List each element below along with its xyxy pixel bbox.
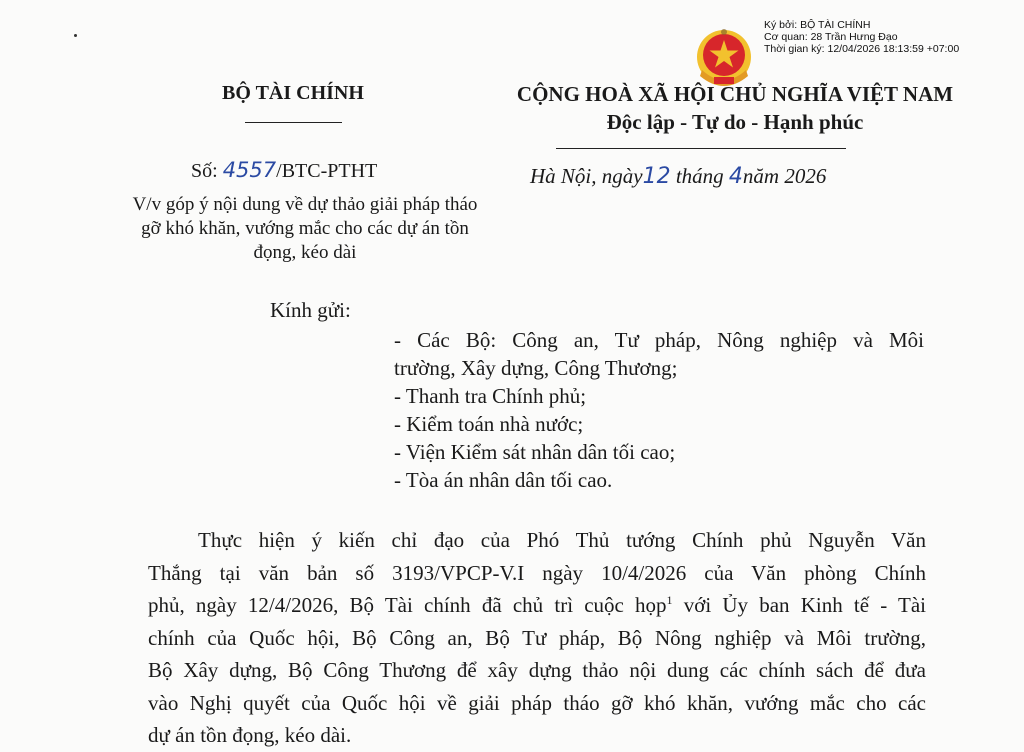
greeting-label: Kính gửi:	[270, 298, 351, 322]
ministry-name: BỘ TÀI CHÍNH	[222, 82, 364, 104]
body-line: chính của Quốc hội, Bộ Công an, Bộ Tư pháp, Bộ Nông nghiệp và Môi trường,	[148, 625, 926, 650]
body-line: dự án tồn đọng, kéo dài.	[148, 723, 352, 747]
body-line: Thực hiện ý kiến chỉ đạo của Phó Thủ tướng Chính phủ Nguyễn Văn	[198, 528, 926, 552]
date-day: 12	[642, 164, 671, 189]
national-motto: Độc lập - Tự do - Hạnh phúc	[606, 110, 864, 134]
recipient-item: - Kiểm toán nhà nước;	[394, 412, 584, 436]
body-line	[148, 589, 926, 622]
recipient-item: - Tòa án nhân dân tối cao.	[394, 468, 613, 492]
country-name: CỘNG HOÀ XÃ HỘI CHỦ NGHĨA VIỆT NAM	[516, 82, 954, 106]
number-handwritten: 4557	[222, 158, 277, 182]
issue-date	[530, 164, 826, 189]
number-suffix: /BTC-PTHT	[276, 160, 378, 182]
date-place: Hà Nội, ngày	[530, 164, 643, 188]
body-line: Bộ Xây dựng, Bộ Công Thương để xây dựng thảo nội dung các chính sách để đưa	[148, 658, 926, 682]
body-line: Thắng tại văn bản số 3193/VPCP-V.I ngày 10/4/2026 của Văn phòng Chính	[148, 560, 926, 585]
recipient-item: - Thanh tra Chính phủ;	[394, 384, 587, 408]
number-prefix: Số:	[191, 160, 218, 182]
footnote-mark: 1	[666, 593, 673, 607]
recipient-item: trường, Xây dựng, Công Thương;	[394, 356, 678, 380]
recipient-item: - Các Bộ: Công an, Tư pháp, Nông nghiệp và Môi	[394, 328, 924, 352]
motto-underline	[556, 148, 846, 149]
date-month-word: tháng	[675, 164, 724, 188]
document-subject: V/v góp ý nội dung về dự thảo giải pháp tháo gỡ khó khăn, vướng mắc cho các dự án tồn đọng, kéo dài	[132, 194, 478, 263]
digital-signature-info	[764, 19, 959, 55]
recipient-list	[394, 326, 924, 494]
body-paragraph	[148, 524, 926, 752]
date-month: 4	[728, 164, 743, 189]
signature-time: Thời gian ký: 12/04/2026 18:13:59 +07:00	[764, 43, 960, 55]
body-line-part: với Ủy ban Kinh tế - Tài	[683, 593, 926, 617]
signature-signed-by: Ký bởi: BỘ TÀI CHÍNH	[764, 19, 871, 31]
document-number	[191, 158, 377, 183]
body-line: vào Nghị quyết của Quốc hội về giải pháp tháo gỡ khó khăn, vướng mắc cho các	[148, 690, 926, 715]
body-line-part: phủ, ngày 12/4/2026, Bộ Tài chính đã chủ trì cuộc họp	[148, 593, 667, 617]
recipient-item: - Viện Kiểm sát nhân dân tối cao;	[394, 440, 676, 464]
ministry-underline	[245, 122, 342, 123]
date-year: năm 2026	[742, 164, 827, 188]
signature-agency: Cơ quan: 28 Trần Hưng Đạo	[764, 31, 898, 43]
scan-speck	[74, 34, 77, 37]
